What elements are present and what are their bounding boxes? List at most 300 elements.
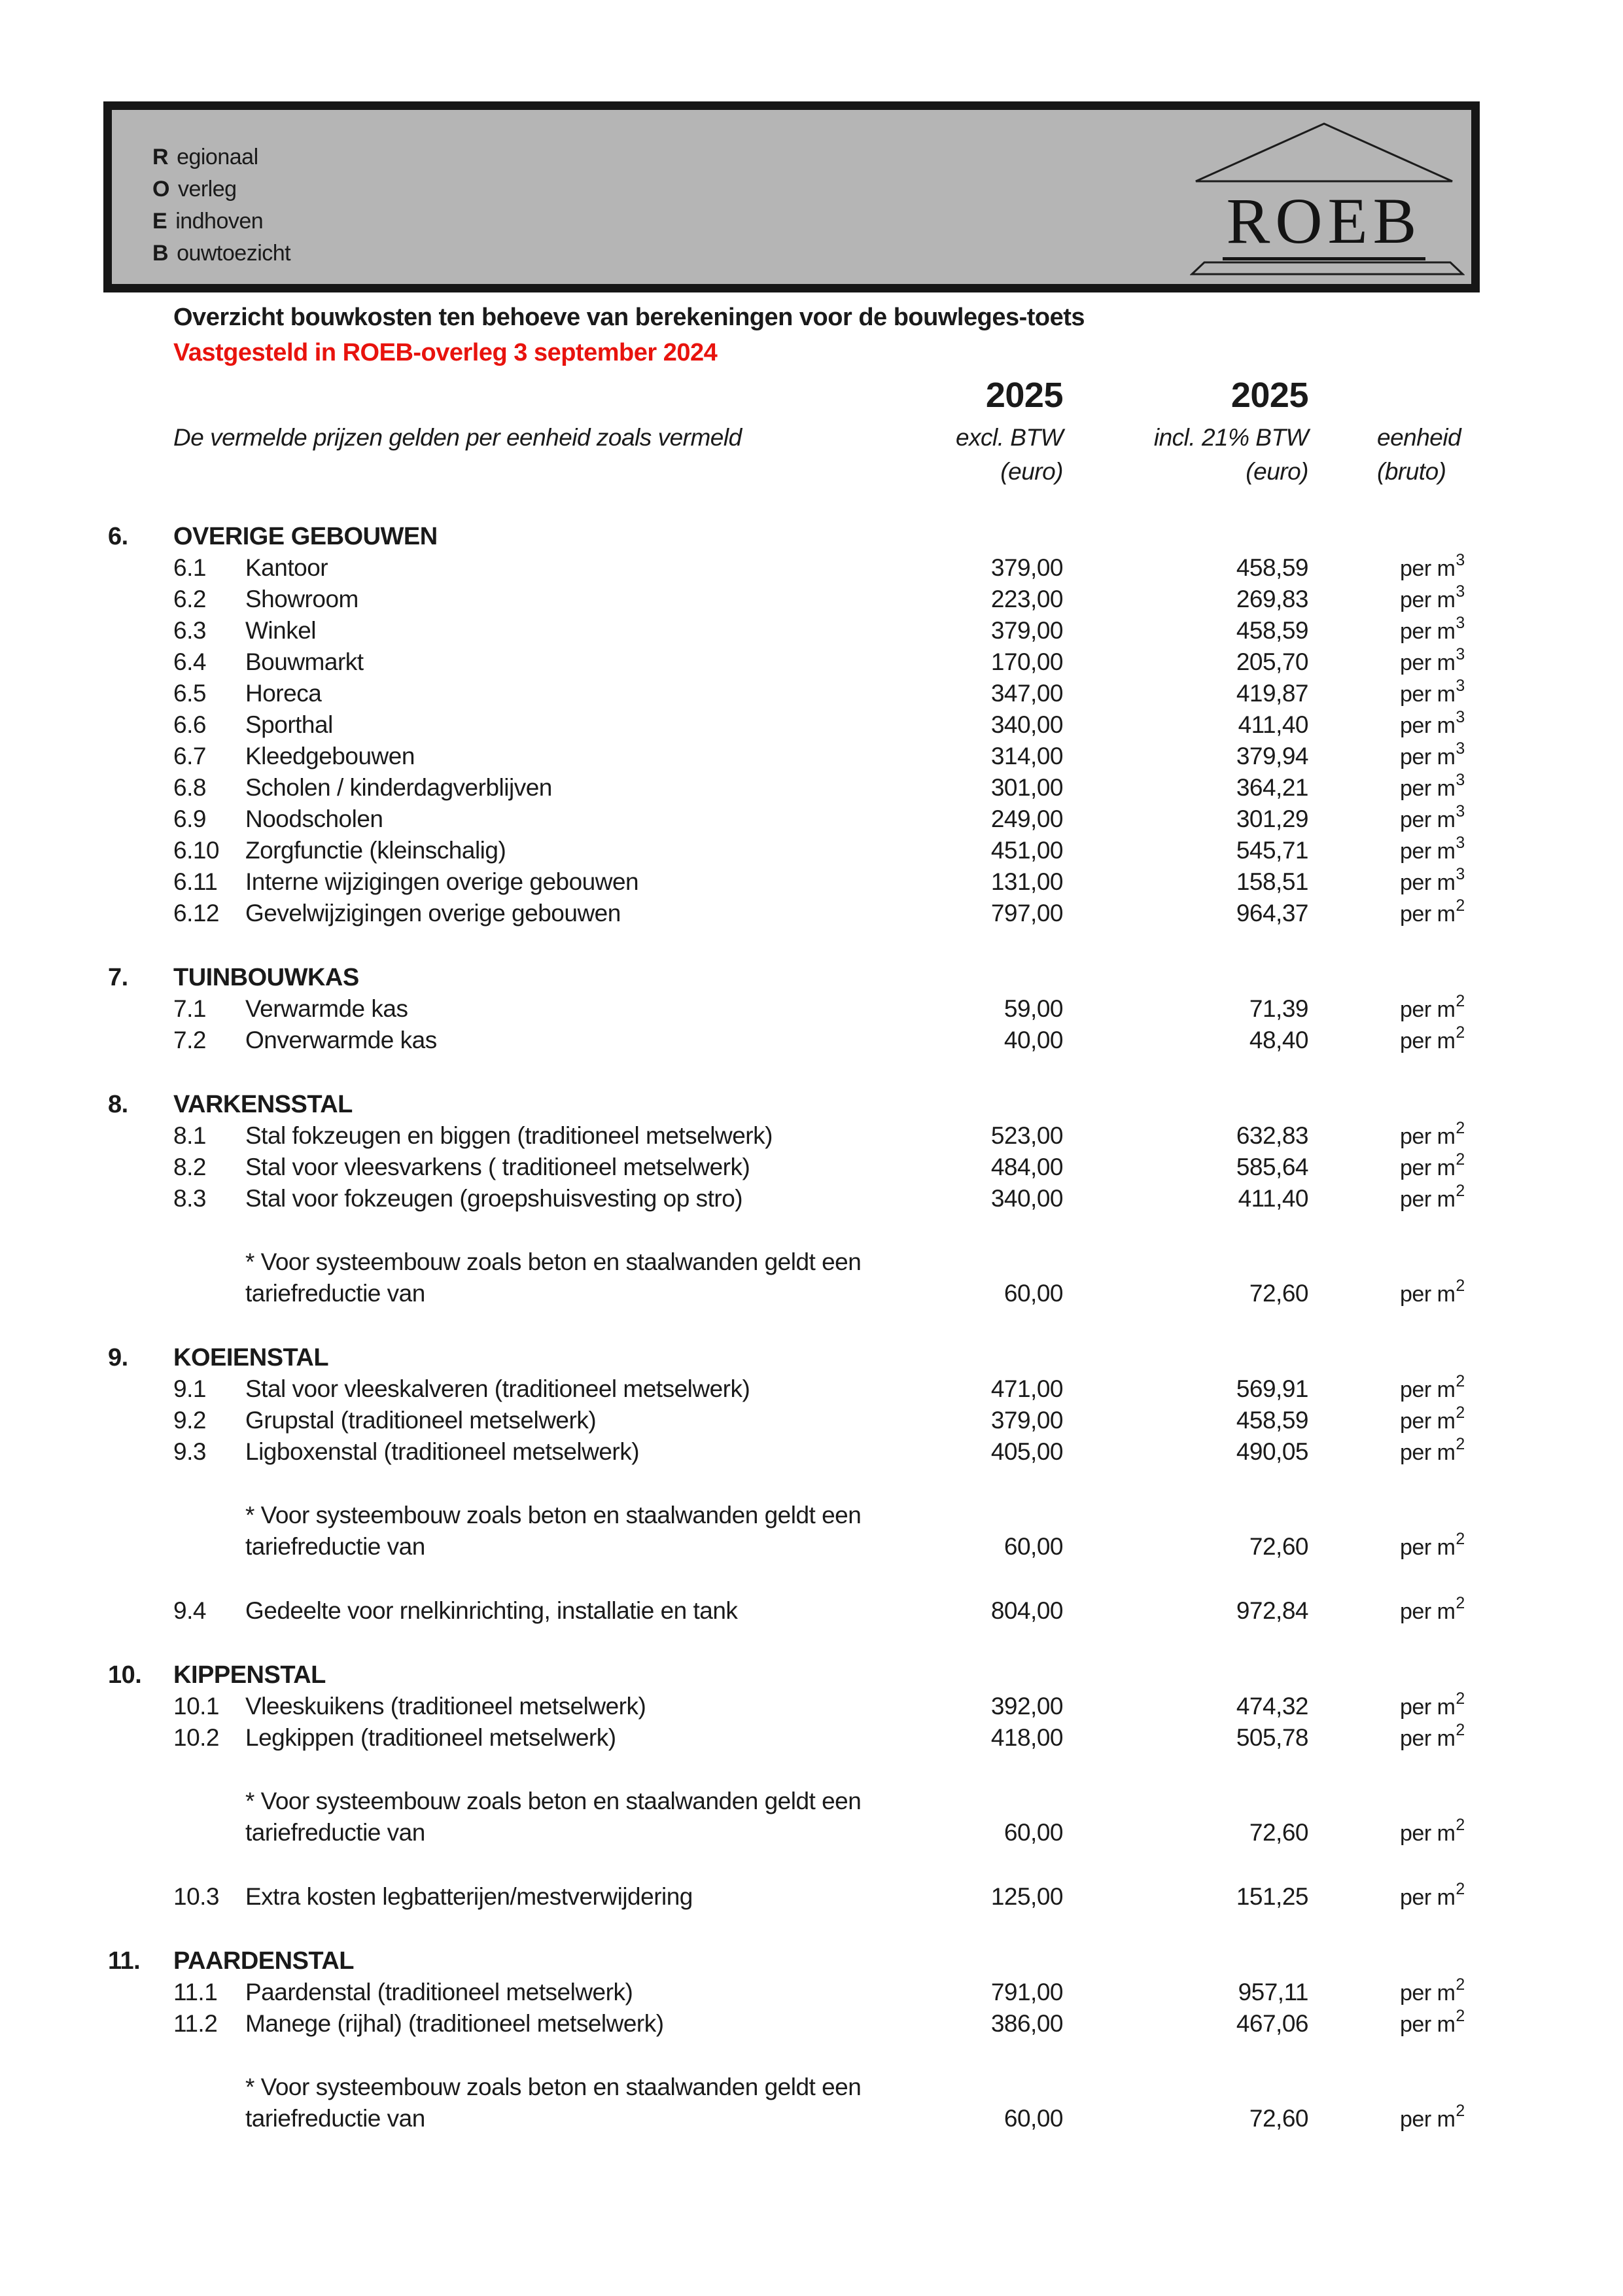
note-line1: * Voor systeembouw zoals beton en staalwanden geldt een xyxy=(245,1248,862,1275)
acronym-rest: indhoven xyxy=(175,209,264,234)
price-excl-btw: 791,00 xyxy=(990,1979,1063,2005)
unit-superscript: 2 xyxy=(1456,1403,1465,1422)
unit-label: per m xyxy=(1400,682,1456,707)
item-label: Manege (rijhal) (traditioneel metselwerk) xyxy=(245,2010,664,2037)
item-row xyxy=(0,646,1623,678)
item-number: 6.6 xyxy=(173,711,206,738)
unit-cell xyxy=(1308,898,1531,930)
unit-superscript: 2 xyxy=(1456,896,1465,915)
unit-superscript: 2 xyxy=(1456,2006,1465,2025)
price-excl-btw: 340,00 xyxy=(990,1185,1063,1212)
note-line2: tariefreductie van xyxy=(245,2105,425,2132)
price-incl-btw: 48,40 xyxy=(1249,1027,1308,1053)
unit-label: per m xyxy=(1400,776,1456,801)
unit-superscript: 3 xyxy=(1456,676,1465,695)
unit-label: per m xyxy=(1400,619,1456,644)
price-excl-btw: 797,00 xyxy=(990,900,1063,927)
item-label: Bouwmarkt xyxy=(245,648,364,675)
logo-base-icon xyxy=(1190,260,1465,276)
item-number: 9.2 xyxy=(173,1407,206,1434)
price-incl-btw: 72,60 xyxy=(1249,1533,1308,1560)
note-block xyxy=(0,1786,1623,1848)
acronym-rest: egionaal xyxy=(177,145,258,169)
unit-superscript: 2 xyxy=(1456,1720,1465,1739)
unit-cell xyxy=(1308,613,1531,647)
item-number: 8.1 xyxy=(173,1122,206,1149)
item-number: 6.1 xyxy=(173,554,206,581)
price-excl-btw: 314,00 xyxy=(990,743,1063,769)
note-line2-row xyxy=(0,1531,1623,1563)
section-title: OVERIGE GEBOUWEN xyxy=(173,523,438,550)
item-row xyxy=(0,2008,1623,2040)
price-incl-btw: 301,29 xyxy=(1236,805,1308,832)
item-row xyxy=(0,552,1623,584)
item-row xyxy=(0,709,1623,741)
price-excl-btw: 60,00 xyxy=(1003,2105,1063,2132)
unit-superscript: 2 xyxy=(1456,1815,1465,1834)
section-header-row xyxy=(0,1945,1623,1977)
price-excl-btw: 301,00 xyxy=(990,774,1063,801)
price-excl-btw: 484,00 xyxy=(990,1154,1063,1180)
price-incl-btw: 71,39 xyxy=(1249,995,1308,1022)
table-header xyxy=(0,370,1623,488)
price-incl-btw: 72,60 xyxy=(1249,1819,1308,1846)
unit-cell xyxy=(1308,1691,1531,1723)
acronym-rest: verleg xyxy=(177,177,237,202)
item-label: Scholen / kinderdagverblijven xyxy=(245,774,552,801)
unit-label: per m xyxy=(1400,1409,1456,1434)
unit-label: per m xyxy=(1400,1187,1456,1212)
item-label: Ligboxenstal (traditioneel metselwerk) xyxy=(245,1438,640,1465)
item-row xyxy=(0,835,1623,866)
section-header-row xyxy=(0,1659,1623,1691)
item-number: 8.2 xyxy=(173,1154,206,1180)
roeb-wordmark: ROEB xyxy=(1223,188,1426,260)
item-row xyxy=(0,1405,1623,1436)
price-excl-btw: 405,00 xyxy=(990,1438,1063,1465)
item-number: 6.12 xyxy=(173,900,220,927)
price-incl-btw: 72,60 xyxy=(1249,2105,1308,2132)
section xyxy=(0,1342,1623,1627)
item-row xyxy=(0,1120,1623,1152)
section-title: VARKENSSTAL xyxy=(173,1091,353,1118)
item-label: Stal voor vleeskalveren (traditioneel metselwerk) xyxy=(245,1375,750,1402)
unit-superscript: 2 xyxy=(1456,1593,1465,1612)
item-row xyxy=(0,1881,1623,1913)
item-label: Gevelwijzigingen overige gebouwen xyxy=(245,900,621,927)
item-number: 6.8 xyxy=(173,774,206,801)
unit-superscript: 3 xyxy=(1456,833,1465,852)
price-excl-btw: 60,00 xyxy=(1003,1280,1063,1307)
unit-cell xyxy=(1308,584,1531,616)
unit-superscript: 3 xyxy=(1456,864,1465,883)
unit-label: per m xyxy=(1400,1156,1456,1180)
section xyxy=(0,1659,1623,1913)
unit-cell xyxy=(1308,1529,1531,1563)
unit-superscript: 2 xyxy=(1456,1118,1465,1137)
price-excl-btw: 125,00 xyxy=(990,1883,1063,1910)
header-logo-banner xyxy=(103,101,1480,292)
price-excl-btw: 249,00 xyxy=(990,805,1063,832)
unit-label: per m xyxy=(1400,713,1456,738)
section-number: 10. xyxy=(108,1661,142,1689)
item-number: 7.2 xyxy=(173,1027,206,1053)
item-label: Gedeelte voor rnelkinrichting, installatie en tank xyxy=(245,1597,738,1624)
item-label: Kleedgebouwen xyxy=(245,743,415,769)
item-label: Stal voor vleesvarkens ( traditioneel metselwerk) xyxy=(245,1154,750,1180)
unit-superscript: 3 xyxy=(1456,645,1465,663)
item-label: Verwarmde kas xyxy=(245,995,408,1022)
price-excl-btw: 418,00 xyxy=(990,1724,1063,1751)
note-block xyxy=(0,2072,1623,2134)
unit-label: per m xyxy=(1400,556,1456,581)
unit-cell xyxy=(1308,676,1531,710)
unit-superscript: 3 xyxy=(1456,802,1465,821)
acronym-rest: ouwtoezicht xyxy=(177,241,291,266)
note-line2: tariefreductie van xyxy=(245,1280,425,1307)
section-title: PAARDENSTAL xyxy=(173,1947,354,1975)
column-subheader-bruto: (bruto) xyxy=(1377,458,1446,485)
price-incl-btw: 964,37 xyxy=(1236,900,1308,927)
section-header-row xyxy=(0,1089,1623,1120)
item-row xyxy=(0,1373,1623,1405)
section xyxy=(0,521,1623,929)
unit-superscript: 3 xyxy=(1456,550,1465,569)
unit-cell xyxy=(1308,770,1531,804)
section-title: KIPPENSTAL xyxy=(173,1661,326,1689)
doc-title: Overzicht bouwkosten ten behoeve van berekeningen voor de bouwleges-toets xyxy=(173,304,1085,331)
price-incl-btw: 569,91 xyxy=(1236,1375,1308,1402)
item-label: Onverwarmde kas xyxy=(245,1027,437,1053)
item-row xyxy=(0,1436,1623,1468)
section-number: 8. xyxy=(108,1091,128,1118)
price-excl-btw: 379,00 xyxy=(990,1407,1063,1434)
unit-label: per m xyxy=(1400,1535,1456,1560)
item-label: Winkel xyxy=(245,617,317,644)
item-number: 6.9 xyxy=(173,805,206,832)
unit-cell xyxy=(1308,1276,1531,1310)
item-row xyxy=(0,741,1623,772)
price-incl-btw: 411,40 xyxy=(1238,1185,1308,1212)
unit-cell xyxy=(1308,1593,1531,1627)
item-row xyxy=(0,1595,1623,1627)
item-label: Zorgfunctie (kleinschalig) xyxy=(245,837,506,864)
unit-cell xyxy=(1308,1434,1531,1468)
unit-cell xyxy=(1308,550,1531,584)
unit-label: per m xyxy=(1400,588,1456,612)
item-number: 10.2 xyxy=(173,1724,220,1751)
unit-label: per m xyxy=(1400,1029,1456,1053)
price-incl-btw: 957,11 xyxy=(1238,1979,1308,2005)
price-excl-btw: 340,00 xyxy=(990,711,1063,738)
item-number: 6.4 xyxy=(173,648,206,675)
unit-label: per m xyxy=(1400,1981,1456,2005)
price-excl-btw: 170,00 xyxy=(990,648,1063,675)
unit-label: per m xyxy=(1400,839,1456,864)
unit-superscript: 2 xyxy=(1456,1689,1465,1708)
item-row xyxy=(0,772,1623,804)
item-label: Interne wijzigingen overige gebouwen xyxy=(245,868,639,895)
price-incl-btw: 474,32 xyxy=(1236,1693,1308,1720)
item-label: Legkippen (traditioneel metselwerk) xyxy=(245,1724,616,1751)
price-incl-btw: 269,83 xyxy=(1236,586,1308,612)
item-row xyxy=(0,584,1623,615)
roeb-logo xyxy=(1190,122,1458,276)
note-block xyxy=(0,1500,1623,1563)
item-label: Paardenstal (traditioneel metselwerk) xyxy=(245,1979,633,2005)
unit-label: per m xyxy=(1400,1885,1456,1910)
unit-superscript: 3 xyxy=(1456,613,1465,632)
column-header-row xyxy=(0,420,1623,455)
item-row xyxy=(0,898,1623,929)
unit-superscript: 2 xyxy=(1456,1434,1465,1453)
unit-label: per m xyxy=(1400,1440,1456,1465)
price-incl-btw: 158,51 xyxy=(1236,868,1308,895)
unit-label: per m xyxy=(1400,807,1456,832)
acronym-line xyxy=(152,205,290,238)
price-incl-btw: 585,64 xyxy=(1236,1154,1308,1180)
unit-cell xyxy=(1308,647,1531,679)
item-label: Stal fokzeugen en biggen (traditioneel metselwerk) xyxy=(245,1122,773,1149)
year-header-incl: 2025 xyxy=(1230,376,1308,415)
year-header-row xyxy=(0,370,1623,420)
item-number: 9.3 xyxy=(173,1438,206,1465)
roeb-acronym xyxy=(152,141,290,270)
price-incl-btw: 458,59 xyxy=(1236,617,1308,644)
unit-cell xyxy=(1308,1181,1531,1215)
section-header-row xyxy=(0,1342,1623,1373)
acronym-line xyxy=(152,173,290,205)
price-unit-note: De vermelde prijzen gelden per eenheid zoals vermeld xyxy=(173,424,742,451)
unit-cell xyxy=(1308,1405,1531,1437)
item-number: 10.1 xyxy=(173,1693,220,1720)
unit-cell xyxy=(1308,864,1531,898)
price-excl-btw: 223,00 xyxy=(990,586,1063,612)
price-incl-btw: 205,70 xyxy=(1236,648,1308,675)
doc-approval-note: Vastgesteld in ROEB-overleg 3 september 2024 xyxy=(173,339,718,366)
unit-cell xyxy=(1308,804,1531,836)
item-number: 11.2 xyxy=(173,2010,218,2037)
price-incl-btw: 379,94 xyxy=(1236,743,1308,769)
item-label: Vleeskuikens (traditioneel metselwerk) xyxy=(245,1693,646,1720)
price-incl-btw: 972,84 xyxy=(1236,1597,1308,1624)
note-line1: * Voor systeembouw zoals beton en staalwanden geldt een xyxy=(245,1788,862,1814)
price-excl-btw: 59,00 xyxy=(1003,995,1063,1022)
price-incl-btw: 419,87 xyxy=(1236,680,1308,707)
unit-label: per m xyxy=(1400,1377,1456,1402)
note-line1: * Voor systeembouw zoals beton en staalwanden geldt een xyxy=(245,2074,862,2100)
column-subheader-euro-excl: (euro) xyxy=(1000,458,1063,485)
unit-superscript: 2 xyxy=(1456,991,1465,1010)
section xyxy=(0,962,1623,1056)
item-number: 6.10 xyxy=(173,837,220,864)
unit-cell xyxy=(1308,707,1531,741)
price-excl-btw: 386,00 xyxy=(990,2010,1063,2037)
unit-cell xyxy=(1308,1815,1531,1849)
unit-label: per m xyxy=(1400,902,1456,927)
unit-superscript: 3 xyxy=(1456,707,1465,726)
section-header-row xyxy=(0,962,1623,993)
unit-label: per m xyxy=(1400,650,1456,675)
unit-cell xyxy=(1308,1371,1531,1405)
item-number: 11.1 xyxy=(173,1979,218,2005)
section xyxy=(0,1945,1623,2134)
price-incl-btw: 411,40 xyxy=(1238,711,1308,738)
price-incl-btw: 505,78 xyxy=(1236,1724,1308,1751)
item-label: Noodscholen xyxy=(245,805,383,832)
unit-cell xyxy=(1308,833,1531,867)
acronym-initial: R xyxy=(152,145,169,169)
price-excl-btw: 60,00 xyxy=(1003,1533,1063,1560)
unit-superscript: 2 xyxy=(1456,1529,1465,1548)
acronym-initial: E xyxy=(152,209,167,234)
unit-superscript: 2 xyxy=(1456,2101,1465,2120)
item-number: 7.1 xyxy=(173,995,206,1022)
price-excl-btw: 40,00 xyxy=(1003,1027,1063,1053)
note-block xyxy=(0,1246,1623,1309)
item-number: 6.5 xyxy=(173,680,206,707)
section-header-row xyxy=(0,521,1623,552)
unit-cell xyxy=(1308,1118,1531,1152)
item-row xyxy=(0,1183,1623,1214)
unit-superscript: 2 xyxy=(1456,1276,1465,1295)
note-line2-row xyxy=(0,1278,1623,1309)
price-excl-btw: 347,00 xyxy=(990,680,1063,707)
price-incl-btw: 151,25 xyxy=(1236,1883,1308,1910)
unit-cell xyxy=(1308,1720,1531,1754)
item-row xyxy=(0,1025,1623,1056)
item-label: Sporthal xyxy=(245,711,333,738)
unit-label: per m xyxy=(1400,1821,1456,1846)
item-label: Stal voor fokzeugen (groepshuisvesting op stro) xyxy=(245,1185,743,1212)
item-number: 6.11 xyxy=(173,868,218,895)
item-row xyxy=(0,1722,1623,1754)
sections xyxy=(0,488,1623,2167)
price-excl-btw: 379,00 xyxy=(990,554,1063,581)
note-line2-row xyxy=(0,2103,1623,2134)
acronym-initial: B xyxy=(152,241,169,266)
price-excl-btw: 60,00 xyxy=(1003,1819,1063,1846)
column-header-excl: excl. BTW xyxy=(955,424,1063,451)
unit-label: per m xyxy=(1400,1695,1456,1720)
item-label: Kantoor xyxy=(245,554,328,581)
roof-triangle-icon xyxy=(1193,122,1455,184)
price-incl-btw: 545,71 xyxy=(1236,837,1308,864)
price-incl-btw: 72,60 xyxy=(1249,1280,1308,1307)
price-incl-btw: 467,06 xyxy=(1236,2010,1308,2037)
year-header-excl: 2025 xyxy=(985,376,1063,415)
item-row xyxy=(0,1977,1623,2008)
unit-cell xyxy=(1308,2006,1531,2040)
item-number: 10.3 xyxy=(173,1883,220,1910)
unit-cell xyxy=(1308,741,1531,773)
section-number: 9. xyxy=(108,1344,128,1371)
item-label: Extra kosten legbatterijen/mestverwijdering xyxy=(245,1883,693,1910)
item-row xyxy=(0,615,1623,646)
acronym-line xyxy=(152,238,290,270)
price-excl-btw: 131,00 xyxy=(990,868,1063,895)
item-number: 6.2 xyxy=(173,586,206,612)
unit-label: per m xyxy=(1400,870,1456,895)
item-row xyxy=(0,866,1623,898)
item-label: Horeca xyxy=(245,680,322,707)
price-excl-btw: 804,00 xyxy=(990,1597,1063,1624)
item-row xyxy=(0,678,1623,709)
price-excl-btw: 451,00 xyxy=(990,837,1063,864)
note-line1: * Voor systeembouw zoals beton en staalwanden geldt een xyxy=(245,1502,862,1528)
section-number: 11. xyxy=(108,1947,141,1975)
section-number: 6. xyxy=(108,523,128,550)
unit-cell xyxy=(1308,991,1531,1025)
item-row xyxy=(0,993,1623,1025)
price-excl-btw: 523,00 xyxy=(990,1122,1063,1149)
unit-superscript: 2 xyxy=(1456,1975,1465,1994)
item-row xyxy=(0,1152,1623,1183)
unit-label: per m xyxy=(1400,1124,1456,1149)
unit-superscript: 2 xyxy=(1456,1023,1465,1042)
price-incl-btw: 458,59 xyxy=(1236,554,1308,581)
unit-label: per m xyxy=(1400,2107,1456,2132)
price-incl-btw: 632,83 xyxy=(1236,1122,1308,1149)
price-excl-btw: 392,00 xyxy=(990,1693,1063,1720)
item-number: 8.3 xyxy=(173,1185,206,1212)
unit-superscript: 3 xyxy=(1456,770,1465,789)
unit-label: per m xyxy=(1400,997,1456,1022)
acronym-initial: O xyxy=(152,177,169,202)
item-row xyxy=(0,1691,1623,1722)
note-line2: tariefreductie van xyxy=(245,1819,425,1846)
price-incl-btw: 458,59 xyxy=(1236,1407,1308,1434)
unit-label: per m xyxy=(1400,1599,1456,1624)
unit-superscript: 3 xyxy=(1456,739,1465,758)
column-header-unit: eenheid xyxy=(1377,424,1461,451)
note-line2: tariefreductie van xyxy=(245,1533,425,1560)
price-excl-btw: 379,00 xyxy=(990,617,1063,644)
section-title: KOEIENSTAL xyxy=(173,1344,329,1371)
unit-cell xyxy=(1308,2101,1531,2135)
unit-label: per m xyxy=(1400,1282,1456,1307)
section-number: 7. xyxy=(108,964,128,991)
unit-cell xyxy=(1308,1977,1531,2009)
price-incl-btw: 364,21 xyxy=(1236,774,1308,801)
unit-label: per m xyxy=(1400,2012,1456,2037)
column-subheader-euro-incl: (euro) xyxy=(1246,458,1308,485)
unit-cell xyxy=(1308,1025,1531,1057)
acronym-line xyxy=(152,141,290,173)
unit-superscript: 3 xyxy=(1456,582,1465,601)
unit-superscript: 2 xyxy=(1456,1150,1465,1169)
unit-superscript: 2 xyxy=(1456,1371,1465,1390)
unit-superscript: 2 xyxy=(1456,1181,1465,1200)
item-label: Showroom xyxy=(245,586,358,612)
column-header-incl: incl. 21% BTW xyxy=(1153,424,1308,451)
section xyxy=(0,1089,1623,1309)
section-title: TUINBOUWKAS xyxy=(173,964,359,991)
unit-cell xyxy=(1308,1152,1531,1184)
item-number: 6.7 xyxy=(173,743,206,769)
unit-label: per m xyxy=(1400,1726,1456,1751)
unit-superscript: 2 xyxy=(1456,1879,1465,1898)
column-subheader-row xyxy=(0,455,1623,488)
note-line2-row xyxy=(0,1817,1623,1848)
item-number: 9.1 xyxy=(173,1375,206,1402)
item-number: 9.4 xyxy=(173,1597,206,1624)
item-number: 6.3 xyxy=(173,617,206,644)
item-row xyxy=(0,804,1623,835)
price-excl-btw: 471,00 xyxy=(990,1375,1063,1402)
unit-cell xyxy=(1308,1879,1531,1913)
unit-label: per m xyxy=(1400,745,1456,769)
